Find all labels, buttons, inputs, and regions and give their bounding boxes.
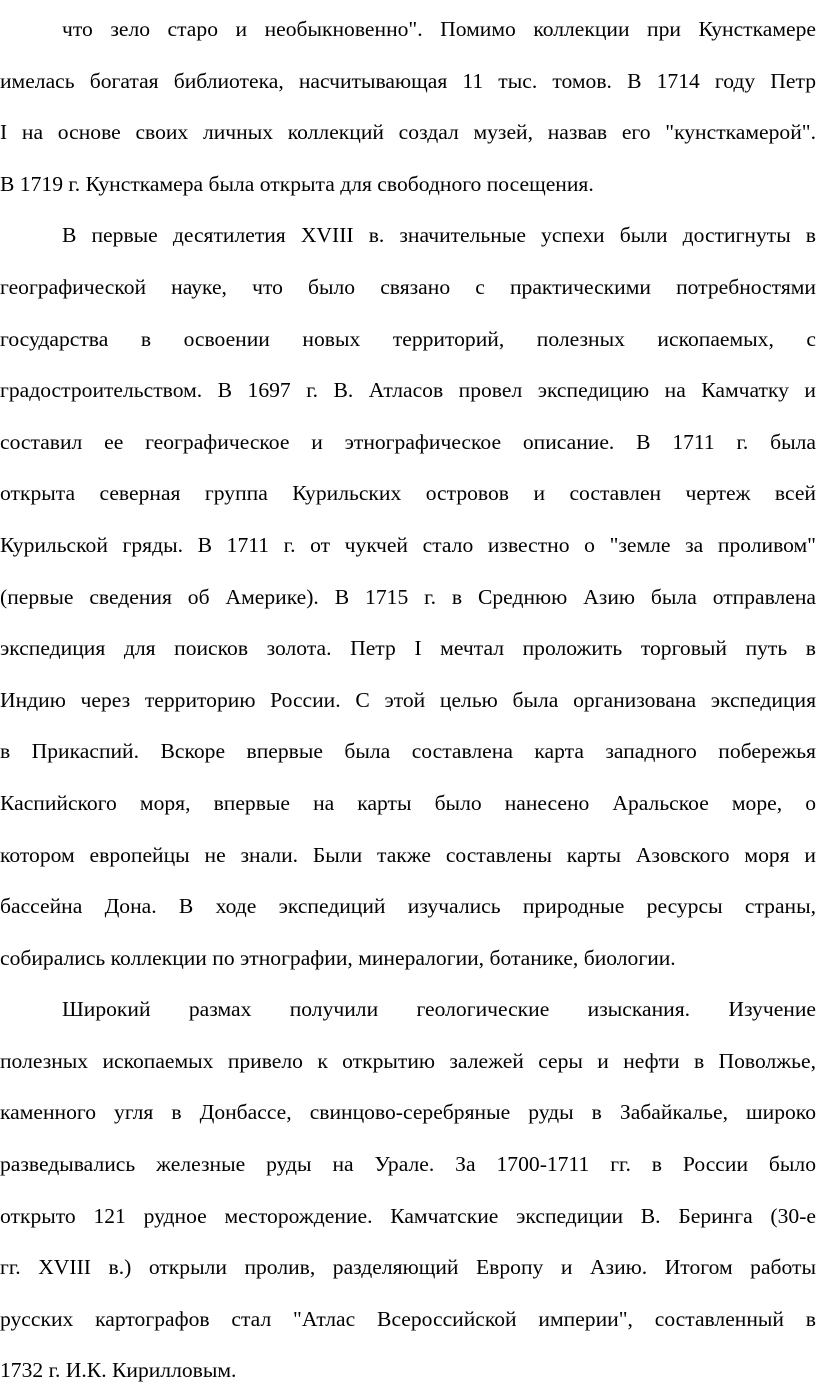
text-line: открыта северная группа Курильских островов и составлен чертеж всей <box>0 481 816 506</box>
text-line: государства в освоении новых территорий, полезных ископаемых, с <box>0 326 816 351</box>
text-line: I на основе своих личных коллекций создал музей, назвав его "кунсткамерой". <box>0 120 816 145</box>
text-line: В первые десятилетия XVIII в. значительные успехи были достигнуты в <box>62 223 816 248</box>
text-line: В 1719 г. Кунсткамера была открыта для свободного посещения. <box>0 171 594 196</box>
paragraph-3 <box>0 984 816 1397</box>
paragraph-2 <box>0 210 816 984</box>
text-line: градостроительством. В 1697 г. В. Атласов провел экспедицию на Камчатку и <box>0 378 816 403</box>
text-line: экспедиция для поисков золота. Петр I мечтал проложить торговый путь в <box>0 636 816 661</box>
text-line: гг. XVIII в.) открыли пролив, разделяющий Европу и Азию. Итогом работы <box>0 1255 816 1280</box>
text-line: Индию через территорию России. С этой целью была организована экспедиция <box>0 687 816 712</box>
text-line: Курильской гряды. В 1711 г. от чукчей стало известно о "земле за проливом" <box>0 532 816 557</box>
text-line: Широкий размах получили геологические изыскания. Изучение <box>62 997 816 1022</box>
text-line: (первые сведения об Америке). В 1715 г. в Среднюю Азию была отправлена <box>0 584 816 609</box>
text-line: составил ее географическое и этнографическое описание. В 1711 г. была <box>0 429 816 454</box>
text-line: каменного угля в Донбассе, свинцово-серебряные руды в Забайкалье, широко <box>0 1100 816 1125</box>
text-line: что зело старо и необыкновенно". Помимо коллекции при Кунсткамере <box>62 17 816 41</box>
text-line: бассейна Дона. В ходе экспедиций изучались природные ресурсы страны, <box>0 894 816 919</box>
text-line: географической науке, что было связано с практическими потребностями <box>0 274 816 299</box>
text-line: разведывались железные руды на Урале. За 1700-1711 гг. в России было <box>0 1152 816 1177</box>
text-line: имелась богатая библиотека, насчитывающая 11 тыс. томов. В 1714 году Петр <box>0 68 816 93</box>
text-line: 1732 г. И.К. Кирилловым. <box>0 1358 237 1383</box>
text-line: русских картографов стал "Атлас Всероссийской империи", составленный в <box>0 1306 816 1331</box>
text-line: в Прикаспий. Вскоре впервые была составлена карта западного побережья <box>0 739 816 764</box>
text-line: открыто 121 рудное месторождение. Камчатские экспедиции В. Беринга (30-е <box>0 1203 816 1228</box>
text-line: полезных ископаемых привело к открытию залежей серы и нефти в Поволжье, <box>0 1048 816 1073</box>
text-line: Каспийского моря, впервые на карты было нанесено Аральское море, о <box>0 790 816 815</box>
document-text <box>0 4 816 1397</box>
paragraph-1 <box>0 4 816 210</box>
text-line: собирались коллекции по этнографии, минералогии, ботанике, биологии. <box>0 945 676 970</box>
text-line: котором европейцы не знали. Были также составлены карты Азовского моря и <box>0 842 816 867</box>
